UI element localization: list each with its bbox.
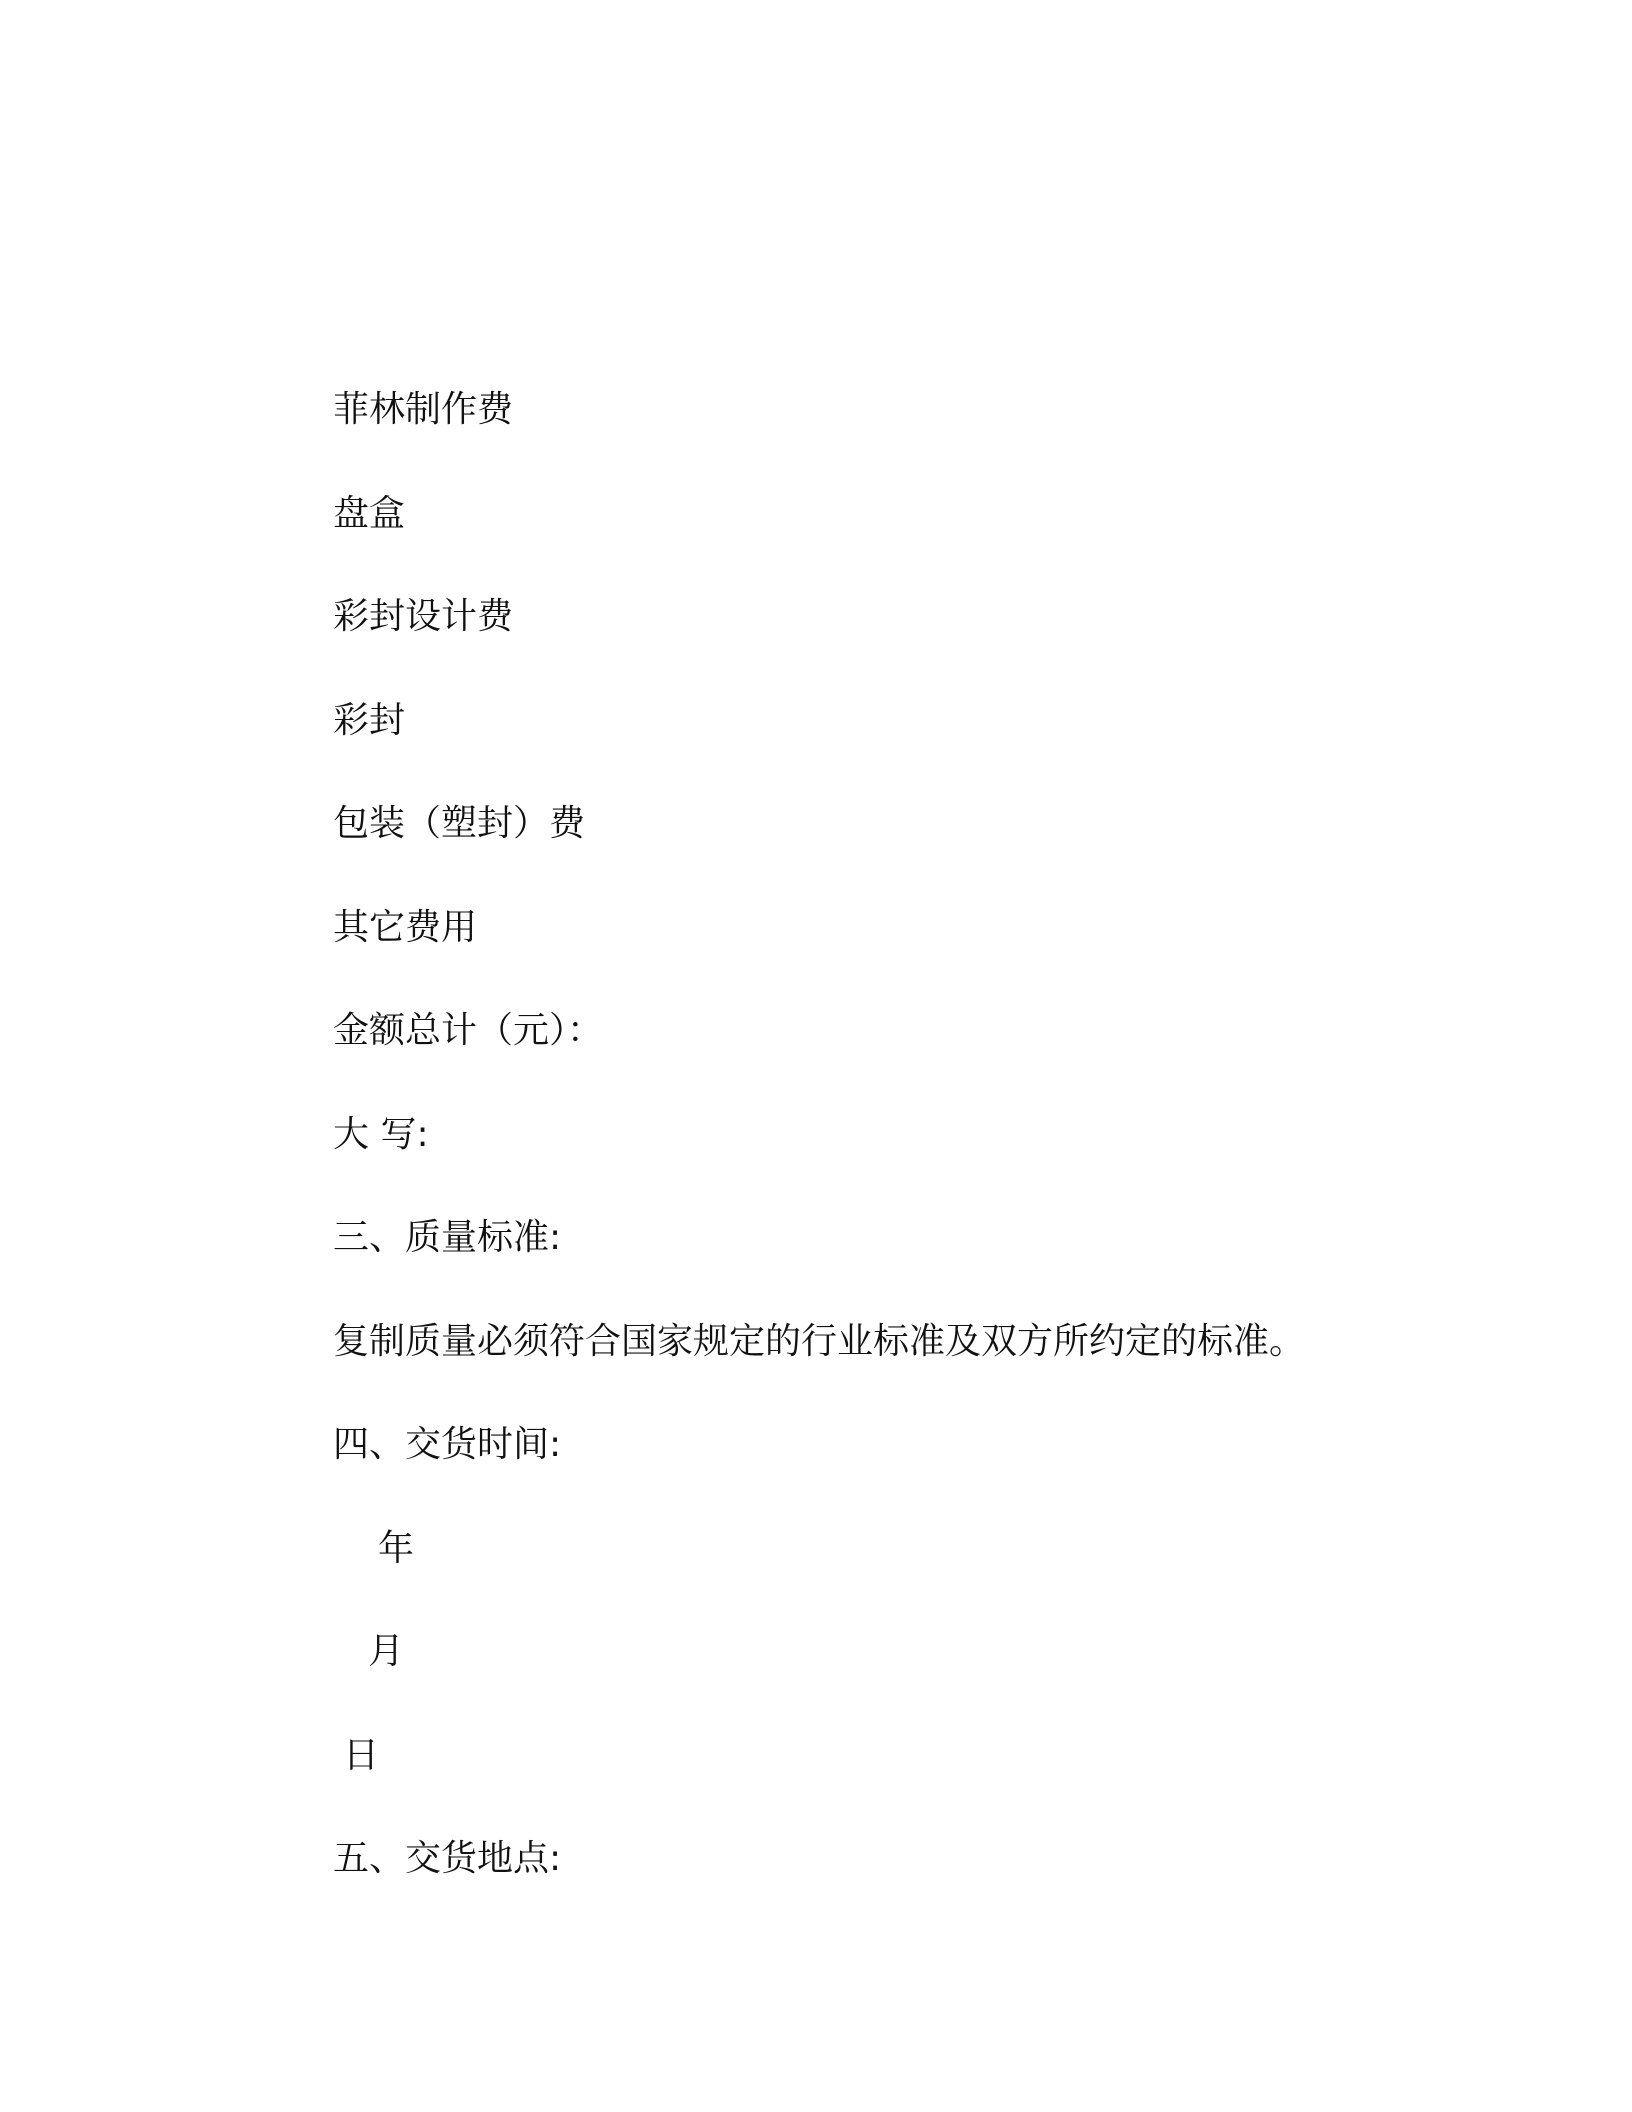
- quality-clause: 复制质量必须符合国家规定的行业标准及双方所约定的标准。: [333, 1321, 1306, 1362]
- line-box: 盘盒: [333, 493, 406, 534]
- section-5-heading: 五、交货地点:: [333, 1838, 562, 1879]
- date-year: 年: [378, 1528, 415, 1569]
- section-3-heading: 三、质量标准:: [333, 1217, 562, 1258]
- section-4-heading: 四、交货时间:: [333, 1424, 562, 1465]
- date-day: 日: [343, 1735, 380, 1776]
- line-in-words: 大 写:: [333, 1114, 429, 1155]
- line-cover: 彩封: [333, 700, 406, 741]
- line-fee-film: 菲林制作费: [333, 389, 514, 430]
- line-total-amount: 金额总计（元）：: [333, 1010, 604, 1051]
- line-other-fees: 其它费用: [333, 907, 478, 948]
- line-cover-design-fee: 彩封设计费: [333, 596, 514, 637]
- date-month: 月: [368, 1631, 405, 1672]
- line-packaging-fee: 包装（塑封）费: [333, 803, 586, 844]
